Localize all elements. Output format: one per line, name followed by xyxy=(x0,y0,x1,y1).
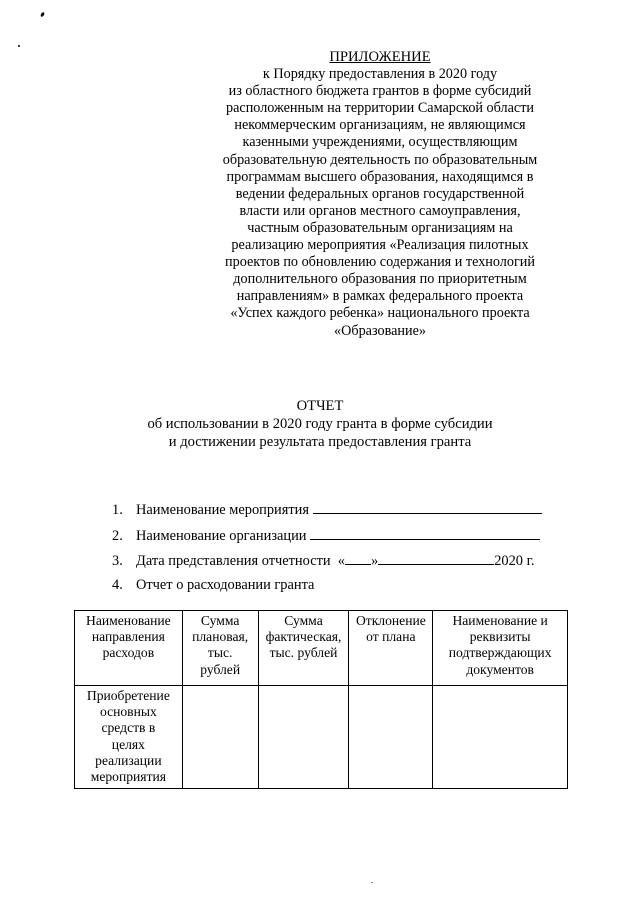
header-line: плановая, xyxy=(192,629,249,645)
cell-planned-sum[interactable] xyxy=(182,686,258,789)
header-line: тыс. xyxy=(207,645,233,661)
cell-line: основных xyxy=(99,704,157,720)
item-label: Дата представления отчетности xyxy=(136,553,331,569)
header-line: расходов xyxy=(102,645,155,661)
header-line: Сумма xyxy=(200,613,240,628)
item-report-date xyxy=(112,551,534,570)
header-line: от плана xyxy=(366,629,416,645)
item-number: 4. xyxy=(112,577,123,593)
header-deviation xyxy=(349,611,433,686)
cell-documents[interactable] xyxy=(433,686,568,789)
appendix-line: проектов по обновлению содержания и технологий xyxy=(225,254,535,271)
cell-line: мероприятия xyxy=(90,769,167,785)
header-line: фактическая, xyxy=(265,629,342,645)
item-number: 2. xyxy=(112,528,123,544)
event-name-field[interactable] xyxy=(313,500,542,514)
header-planned-sum xyxy=(182,611,258,686)
open-quote: « xyxy=(337,553,345,569)
report-title: ОТЧЕТ xyxy=(296,398,344,414)
header-line: тыс. рублей xyxy=(269,645,338,661)
close-quote: » xyxy=(370,553,379,569)
table-header-row xyxy=(75,611,568,686)
header-line: Наименование и xyxy=(452,613,548,628)
cell-expense-direction xyxy=(75,686,183,789)
scan-speck xyxy=(40,12,45,18)
header-expense-direction xyxy=(75,611,183,686)
appendix-line: направлениям» в рамках федерального проекта xyxy=(236,288,524,305)
cell-line: целях xyxy=(111,736,145,752)
item-number: 1. xyxy=(112,502,123,518)
appendix-line: реализацию мероприятия «Реализация пилотных xyxy=(231,237,529,254)
appendix-line: дополнительного образования по приоритетным xyxy=(233,271,527,288)
report-subtitle: об использовании в 2020 году гранта в форме субсидии xyxy=(147,416,493,432)
cell-deviation[interactable] xyxy=(349,686,433,789)
item-label: Наименование мероприятия xyxy=(136,502,309,518)
appendix-line: из областного бюджета грантов в форме субсидий xyxy=(228,83,532,100)
appendix-line: расположенным на территории Самарской области xyxy=(226,100,534,117)
header-actual-sum xyxy=(258,611,349,686)
expense-table xyxy=(74,610,568,789)
header-line: реквизиты xyxy=(469,629,531,645)
header-line: направления xyxy=(91,629,165,645)
appendix-block xyxy=(190,49,570,340)
item-label: Наименование организации xyxy=(136,528,307,544)
item-organization-name xyxy=(112,526,540,545)
header-line: документов xyxy=(466,661,534,677)
cell-line: Приобретение xyxy=(86,688,170,703)
appendix-line: «Образование» xyxy=(334,322,426,339)
appendix-line: власти или органов местного самоуправления, xyxy=(239,202,521,219)
appendix-line: «Успех каждого ребенка» национального проекта xyxy=(230,305,530,322)
header-line: Отклонение xyxy=(355,613,426,628)
item-label: Отчет о расходовании гранта xyxy=(136,577,315,593)
appendix-line: программам высшего образования, находящимся в xyxy=(226,168,534,185)
report-year: 2020 г. xyxy=(494,553,535,569)
scan-speck xyxy=(18,45,20,47)
header-documents xyxy=(433,611,568,686)
appendix-line: казенными учреждениями, осуществляющим xyxy=(242,134,518,151)
appendix-line: частным образовательным организациям на xyxy=(247,219,513,236)
appendix-heading: ПРИЛОЖЕНИЕ xyxy=(329,49,431,65)
item-expense-report xyxy=(112,577,314,594)
appendix-line: ведении федеральных органов государственной xyxy=(235,185,525,202)
header-line: Наименование xyxy=(86,613,171,628)
organization-name-field[interactable] xyxy=(310,526,540,540)
cell-actual-sum[interactable] xyxy=(258,686,349,789)
header-line: Сумма xyxy=(284,613,323,628)
appendix-line: образовательную деятельность по образовательным xyxy=(222,151,538,168)
cell-line: реализации xyxy=(95,752,162,768)
header-line: рублей xyxy=(200,661,241,677)
cell-line: средств в xyxy=(101,720,156,736)
report-heading-block xyxy=(100,397,540,451)
appendix-line: некоммерческим организациям, не являющимся xyxy=(234,117,526,134)
item-event-name xyxy=(112,500,542,519)
report-day-field[interactable] xyxy=(345,551,371,565)
item-number: 3. xyxy=(112,553,123,569)
report-subtitle: и достижении результата предоставления гранта xyxy=(168,434,472,450)
appendix-line: к Порядку предоставления в 2020 году xyxy=(262,66,498,83)
table-row xyxy=(75,686,568,789)
report-month-field[interactable] xyxy=(378,551,494,565)
header-line: подтверждающих xyxy=(448,645,552,661)
scan-speck xyxy=(371,882,373,883)
